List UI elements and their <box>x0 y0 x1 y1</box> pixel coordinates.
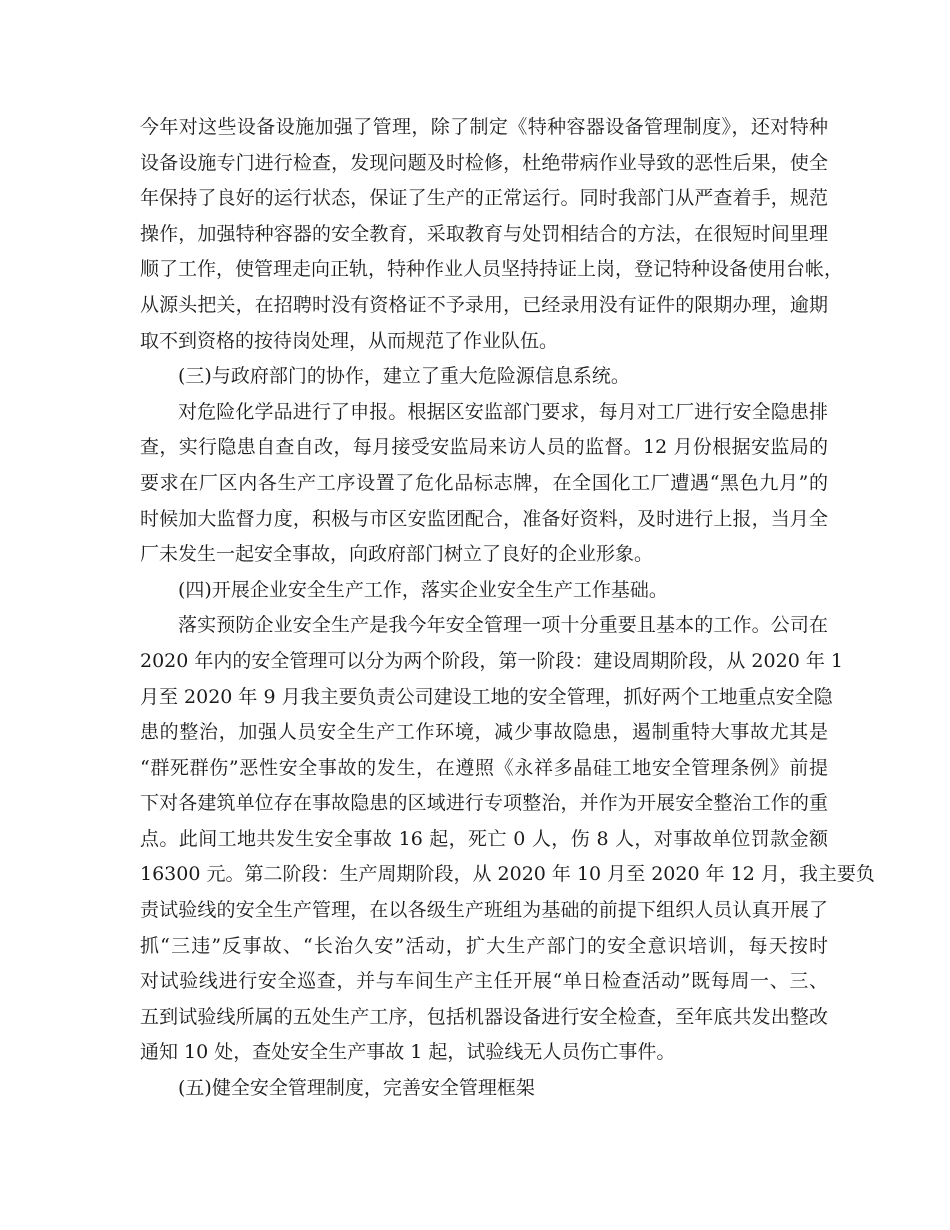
text-line: 设备设施专门进行检查，发现问题及时检修，杜绝带病作业导致的恶性后果，使全 <box>140 151 828 174</box>
text-line: 对危险化学品进行了申报。根据区安监部门要求，每月对工厂进行安全隐患排 <box>178 400 828 423</box>
text-line: 操作，加强特种容器的安全教育，采取教育与处罚相结合的方法，在很短时间里理 <box>140 222 828 245</box>
text-line: “群死群伤”恶性安全事故的发生，在遵照《永祥多晶硅工地安全管理条例》前提 <box>140 756 828 779</box>
text-line: 落实预防企业安全生产是我今年安全管理一项十分重要且基本的工作。公司在 <box>178 614 828 637</box>
text-line: 下对各建筑单位存在事故隐患的区域进行专项整治，并作为开展安全整治工作的重 <box>140 792 828 815</box>
text-line: 顺了工作，使管理走向正轨，特种作业人员坚持持证上岗，登记特种设备使用台帐， <box>140 258 844 281</box>
text-line: 16300 元。第二阶段：生产周期阶段，从 2020 年 10 月至 2020 年 12 月，我主要负 <box>140 863 875 886</box>
text-line: 责试验线的安全生产管理，在以各级生产班组为基础的前提下组织人员认真开展了 <box>140 899 828 922</box>
text-line: (三)与政府部门的协作，建立了重大危险源信息系统。 <box>178 365 630 388</box>
text-line: 五到试验线所属的五处生产工序，包括机器设备进行安全检查，至年底共发出整改 <box>140 1005 828 1028</box>
text-line: 从源头把关，在招聘时没有资格证不予录用，已经录用没有证件的限期办理，逾期 <box>140 293 828 316</box>
paragraph-p2 <box>140 359 828 395</box>
text-line: 月至 2020 年 9 月我主要负责公司建设工地的安全管理，抓好两个工地重点安全隐 <box>140 685 833 708</box>
text-line: 对试验线进行安全巡查，并与车间生产主任开展“单日检查活动”既每周一、三、 <box>140 970 828 993</box>
paragraph-p6 <box>140 1071 828 1107</box>
text-line: (四)开展企业安全生产工作，落实企业安全生产工作基础。 <box>178 578 668 601</box>
text-line: 厂未发生一起安全事故，向政府部门树立了良好的企业形象。 <box>140 543 654 566</box>
text-line: 要求在厂区内各生产工序设置了危化品标志牌，在全国化工厂遭遇“黑色九月”的 <box>140 471 828 494</box>
text-line: 今年对这些设备设施加强了管理，除了制定《特种容器设备管理制度》，还对特种 <box>140 116 828 138</box>
text-line: 通知 10 处，查处安全生产事故 1 起，试验线无人员伤亡事件。 <box>140 1041 676 1064</box>
text-line: 年保持了良好的运行状态，保证了生产的正常运行。同时我部门从严查着手，规范 <box>140 187 828 210</box>
text-line: 点。此间工地共发生安全事故 16 起，死亡 0 人，伤 8 人，对事故单位罚款金额 <box>140 827 828 850</box>
paragraph-p5 <box>140 608 875 1071</box>
paragraph-p4 <box>140 573 828 609</box>
text-line: 抓“三违”反事故、“长治久安”活动，扩大生产部门的安全意识培训，每天按时 <box>140 934 828 957</box>
text-line: 取不到资格的按待岗处理，从而规范了作业队伍。 <box>140 329 559 352</box>
text-line: 时候加大监督力度，积极与市区安监团配合，准备好资料，及时进行上报，当月全 <box>140 507 828 530</box>
text-line: (五)健全安全管理制度，完善安全管理框架 <box>178 1077 535 1100</box>
text-line: 患的整治，加强人员安全生产工作环境，减少事故隐患，遏制重特大事故尤其是 <box>140 721 828 744</box>
text-line: 查，实行隐患自查自改，每月接受安监局来访人员的监督。12 月份根据安监局的 <box>140 436 828 459</box>
text-line: 2020 年内的安全管理可以分为两个阶段，第一阶段：建设周期阶段，从 2020 年 1 <box>140 649 843 672</box>
paragraph-p1 <box>140 110 844 359</box>
document-body <box>140 110 875 1107</box>
paragraph-p3 <box>140 395 828 573</box>
